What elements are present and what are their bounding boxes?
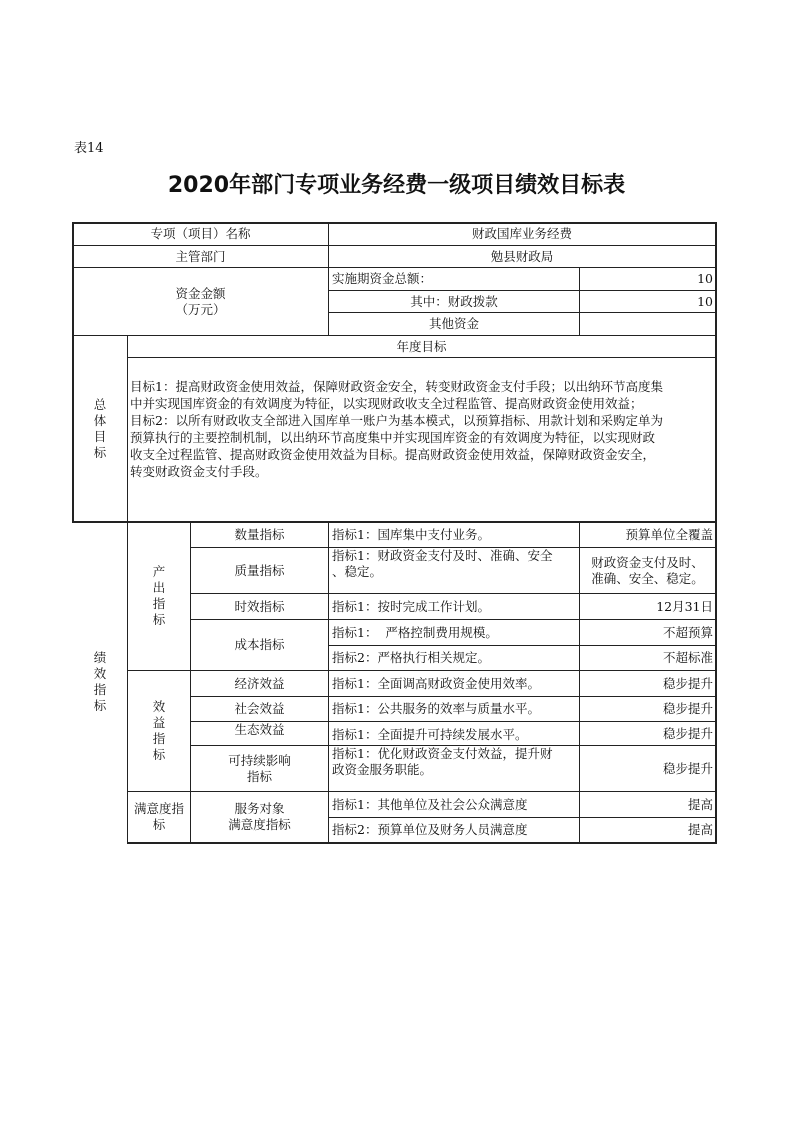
- funding-other-label: 其他资金: [428, 316, 479, 331]
- funding-fiscal-value: 10: [697, 293, 713, 309]
- indicator-value: 12月31日: [656, 598, 713, 614]
- performance-side-label: [73, 522, 127, 842]
- funding-total-label: 实施期资金总额：: [332, 271, 433, 286]
- indicator-value: 稳步提升: [662, 725, 713, 741]
- output-indicator-label: [128, 522, 190, 670]
- text-line: 准确、安全、稳定。: [591, 570, 704, 586]
- funding-other-value: [580, 313, 715, 335]
- label-line: 满意度指标: [228, 817, 291, 832]
- side-char: 标: [93, 698, 107, 713]
- indicator-text: 指标1： 严格控制费用规模。: [332, 624, 498, 640]
- side-char: 标: [93, 444, 107, 460]
- indicator-value: 稳步提升: [662, 760, 713, 776]
- funding-label-line1: 资金金额: [175, 285, 226, 301]
- annual-goal-header: 年度目标: [396, 338, 447, 354]
- goal-line: 目标2：以所有财政收支全部进入国库单一账户为基本模式，以预算指标、用款计划和采购定单为: [130, 413, 663, 428]
- department-label: 主管部门: [175, 248, 226, 264]
- table-number-label: 表14: [74, 141, 104, 156]
- indicator-text: 指标1：国库集中支付业务。: [332, 526, 490, 542]
- indicator-value: 稳步提升: [662, 675, 713, 691]
- funding-fiscal-label: 其中：财政拨款: [410, 293, 498, 309]
- text-line: 指标1：优化财政资金支付效益，提升财: [332, 746, 553, 761]
- indicator-value: [580, 548, 715, 593]
- indicator-text: [329, 746, 579, 791]
- project-name-label: 专项（项目）名称: [150, 226, 251, 241]
- indicator-value: 稳步提升: [662, 701, 713, 716]
- indicator-type: 生态效益: [234, 722, 285, 737]
- goal-line: 目标1：提高财政资金使用效益，保障财政资金安全，转变财政资金支付手段；以出纳环节高度集: [130, 379, 663, 394]
- indicator-value: 不超预算: [662, 624, 713, 640]
- indicator-type: 质量指标: [234, 562, 285, 578]
- indicator-text: 指标2：预算单位及财务人员满意度: [332, 822, 528, 837]
- side-char: 指: [152, 731, 166, 746]
- goal-line: 中并实现国库资金的有效调度为特征，以实现财政收支全过程监管、提高财政资金使用效益；: [130, 396, 643, 411]
- indicator-type: 社会效益: [234, 701, 285, 716]
- side-char: 绩: [93, 650, 107, 665]
- goal-line: 预算执行的主要控制机制，以出纳环节高度集中并实现国库资金的有效调度为特征，以实现财政: [130, 430, 656, 445]
- overall-goal-side-label: [73, 336, 127, 521]
- funding-total-value: 10: [697, 271, 713, 286]
- side-char: 产: [152, 564, 166, 579]
- text-line: 财政资金支付及时、: [591, 554, 704, 570]
- side-char: 体: [93, 412, 107, 428]
- text-line: 政资金服务职能。: [332, 762, 433, 777]
- indicator-type: [191, 792, 328, 842]
- indicator-text: 指标1：全面调高财政资金使用效率。: [332, 675, 540, 691]
- label-line: 标: [152, 817, 166, 832]
- indicator-value: 预算单位全覆盖: [625, 526, 713, 542]
- label-line: 服务对象: [234, 801, 285, 816]
- side-char: 指: [152, 596, 166, 611]
- side-char: 益: [152, 715, 166, 730]
- indicator-text: [329, 548, 579, 593]
- side-char: 效: [152, 699, 166, 714]
- department-value: 勉县财政局: [490, 248, 554, 264]
- text-line: 指标1：财政资金支付及时、准确、安全: [332, 548, 553, 563]
- side-char: 指: [93, 682, 107, 697]
- indicator-type: 数量指标: [234, 526, 285, 542]
- side-char: 出: [152, 580, 166, 595]
- indicator-type: 成本指标: [234, 637, 285, 652]
- indicator-type: [191, 746, 328, 791]
- indicator-value: 不超标准: [662, 650, 713, 665]
- annual-goal-text: [130, 378, 716, 480]
- label-line: 指标: [246, 768, 272, 784]
- page-title: 2020年部门专项业务经费一级项目绩效目标表: [167, 173, 626, 198]
- indicator-value: 提高: [687, 822, 713, 837]
- benefit-indicator-label: [128, 671, 190, 791]
- indicator-type: 时效指标: [234, 598, 285, 614]
- goal-line: 转变财政资金支付手段。: [130, 464, 268, 479]
- indicator-text: 指标1：其他单位及社会公众满意度: [332, 796, 528, 812]
- side-char: 目: [93, 428, 107, 444]
- label-line: 满意度指: [133, 801, 184, 816]
- side-char: 效: [93, 666, 107, 681]
- label-line: 可持续影响: [228, 752, 291, 768]
- side-char: 总: [93, 396, 107, 412]
- indicator-text: 指标2：严格执行相关规定。: [332, 650, 490, 665]
- indicator-text: 指标1：公共服务的效率与质量水平。: [332, 701, 540, 716]
- funding-amount-label: [73, 268, 328, 335]
- funding-label-line2: （万元）: [175, 301, 226, 317]
- indicator-type: 经济效益: [234, 675, 285, 691]
- indicator-text: 指标1：全面提升可持续发展水平。: [332, 727, 528, 742]
- satisfaction-indicator-label: [128, 792, 190, 842]
- side-char: 标: [152, 747, 166, 762]
- goal-line: 收支全过程监管、提高财政资金使用效益为目标。提高财政资金使用效益，保障财政资金安全，: [130, 447, 656, 462]
- project-name-value: 财政国库业务经费: [471, 226, 572, 241]
- text-line: 、稳定。: [332, 564, 383, 579]
- indicator-text: 指标1：按时完成工作计划。: [332, 598, 490, 614]
- indicator-value: 提高: [687, 796, 713, 812]
- side-char: 标: [152, 612, 166, 627]
